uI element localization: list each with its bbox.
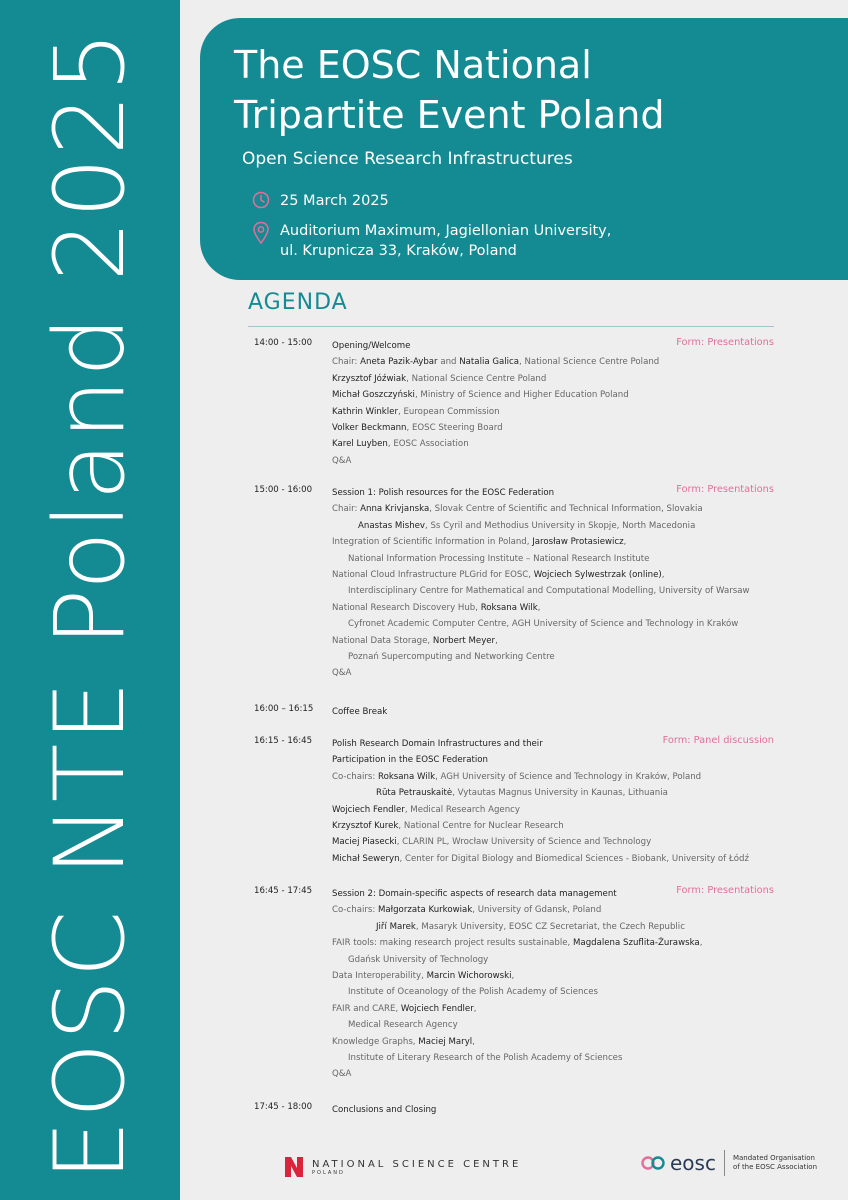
speaker-name: Natalia Galica [459, 357, 520, 368]
speaker-name: Volker Beckmann [332, 422, 407, 433]
speaker-name: Roksana Wilk [377, 771, 436, 782]
agenda-line [332, 633, 762, 649]
speaker-name: Anastas Mishev [358, 520, 426, 531]
agenda-divider [248, 326, 774, 327]
agenda-session-title [332, 886, 762, 902]
clock-icon [252, 191, 270, 209]
session-title-text: Session 1: Polish resources for the EOSC Federation [332, 488, 555, 498]
speaker-name: Krzysztof Kurek [332, 820, 399, 831]
agenda-form-label: Form: Presentations [676, 337, 774, 348]
ncn-logo-icon [284, 1156, 304, 1178]
event-title-line-2: Tripartite Event Poland [234, 93, 665, 137]
agenda-line [332, 567, 762, 583]
agenda-text: , Vytautas Magnus University in Kaunas, Lithuania [452, 788, 668, 799]
agenda-text: Knowledge Graphs, [332, 1036, 419, 1047]
eosc-separator [724, 1150, 725, 1176]
agenda-text: National Information Processing Institute – National Research Institute [348, 553, 650, 564]
agenda-line [332, 453, 762, 469]
agenda-text: Chair: [332, 504, 361, 515]
agenda-body [332, 485, 762, 682]
event-subtitle: Open Science Research Infrastructures [242, 149, 573, 169]
agenda-text: National Data Storage, [332, 635, 433, 646]
session-title-text: Coffee Break [332, 707, 388, 717]
map-pin-icon [252, 221, 270, 245]
agenda-form-label: Form: Presentations [676, 885, 774, 896]
agenda-line [332, 1017, 762, 1033]
agenda-line [332, 404, 762, 420]
agenda-text: , Ministry of Science and Higher Education Poland [414, 390, 629, 401]
agenda-line [332, 902, 762, 918]
speaker-name: Kathrin Winkler [332, 406, 398, 417]
agenda-time: 14:00 - 15:00 [254, 338, 313, 348]
agenda-line [332, 818, 762, 834]
agenda-text: , [623, 537, 627, 548]
venue-row [252, 221, 611, 261]
agenda-text: , [699, 938, 703, 949]
session-title-text: Session 2: Domain-specific aspects of research data management [332, 889, 617, 899]
agenda-text: Gdańsk University of Technology [348, 954, 489, 965]
ncn-country: POLAND [312, 1169, 345, 1176]
event-title [234, 40, 664, 140]
agenda-text: , AGH University of Science and Technology in Kraków, Poland [435, 771, 702, 782]
agenda-line [332, 1066, 762, 1082]
agenda-text: , University of Gdansk, Poland [472, 905, 602, 916]
agenda-session-title [332, 1102, 762, 1118]
agenda-text: Data Interoperability, [332, 970, 427, 981]
agenda-line [332, 952, 762, 968]
speaker-name: Wojciech Sylwestrzak (online) [533, 569, 662, 580]
footer [0, 1140, 848, 1200]
agenda-body [332, 704, 762, 720]
agenda-line [332, 935, 762, 951]
eosc-mandate-line-1: Mandated Organisation [732, 1154, 815, 1162]
agenda-body [332, 886, 762, 1083]
speaker-name: Magdalena Szuflita-Żurawska [573, 938, 700, 949]
speaker-name: Maciej Piasecki [332, 837, 397, 848]
agenda-text: National Research Discovery Hub, [332, 602, 481, 613]
agenda-time: 16:00 – 16:15 [254, 704, 314, 714]
agenda-line [332, 616, 762, 632]
speaker-name: Jarosław Protasiewicz [532, 537, 624, 548]
speaker-name: Krzysztof Jóźwiak [332, 373, 407, 384]
header-panel [200, 18, 848, 280]
agenda-text: , Masaryk University, EOSC CZ Secretariat, the Czech Republic [415, 921, 685, 932]
agenda-line [332, 583, 762, 599]
agenda-text: Q&A [332, 668, 352, 679]
vertical-event-title: EOSC NTE Poland 2025 [34, 29, 146, 1181]
speaker-name: Aneta Pazik-Aybar [360, 357, 438, 368]
agenda-body [332, 338, 762, 469]
speaker-name: Michał Goszczyński [332, 390, 415, 401]
agenda-text: Chair: [332, 357, 361, 368]
speaker-name: Rūta Petrauskaitė [376, 788, 453, 799]
event-date: 25 March 2025 [280, 193, 389, 209]
agenda-line [332, 354, 762, 370]
session-title-text: Polish Research Domain Infrastructures and their [332, 739, 543, 749]
agenda-text: , National Science Centre Poland [406, 373, 547, 384]
agenda-line [332, 600, 762, 616]
agenda-line [332, 1050, 762, 1066]
agenda-text: , CLARIN PL, Wrocław University of Science and Technology [396, 837, 652, 848]
agenda-session-title [332, 338, 762, 354]
agenda-body [332, 1102, 762, 1118]
agenda-text: Medical Research Agency [348, 1020, 458, 1031]
agenda-line [332, 834, 762, 850]
agenda-line [332, 919, 762, 935]
speaker-name: Wojciech Fendler [400, 1003, 474, 1014]
speaker-name: Jiří Marek [376, 921, 416, 932]
agenda-line [332, 851, 762, 867]
eosc-logo-icon [640, 1155, 666, 1171]
venue-line-1: Auditorium Maximum, Jagiellonian University, [280, 223, 612, 239]
agenda-text: , National Science Centre Poland [519, 357, 660, 368]
agenda-text: , [473, 1003, 477, 1014]
speaker-name: Maciej Maryl [418, 1036, 473, 1047]
speaker-name: Małgorzata Kurkowiak [377, 905, 473, 916]
eosc-mandate-line-2: of the EOSC Association [732, 1163, 817, 1171]
agenda-text: Cyfronet Academic Computer Centre, AGH University of Science and Technology in Kraków [348, 619, 739, 630]
agenda-line [332, 518, 762, 534]
speaker-name: Karel Luyben [332, 439, 388, 450]
agenda-text: , [472, 1036, 475, 1047]
agenda-line [332, 387, 762, 403]
agenda-line [332, 665, 762, 681]
agenda-heading: AGENDA [248, 290, 348, 315]
eosc-logo [640, 1150, 817, 1176]
agenda-text: Interdisciplinary Centre for Mathematical and Computational Modelling, University of Warsaw [348, 586, 750, 597]
speaker-name: Anna Krivjanska [360, 504, 430, 515]
agenda-text: , [537, 602, 541, 613]
agenda-line [332, 551, 762, 567]
speaker-name: Wojciech Fendler [332, 804, 405, 815]
agenda-session-title [332, 704, 762, 720]
agenda-text: FAIR tools: making research project results sustainable, [332, 938, 574, 949]
speaker-name: Roksana Wilk [480, 602, 538, 613]
eosc-wordmark: eosc [670, 1151, 716, 1175]
agenda-line [332, 785, 762, 801]
agenda-text: and [437, 357, 460, 368]
agenda-text: , European Commission [398, 406, 500, 417]
agenda-text: , National Centre for Nuclear Research [398, 820, 564, 831]
agenda-line [332, 769, 762, 785]
agenda-text: , Slovak Centre of Scientific and Technical Information, Slovakia [429, 504, 703, 515]
agenda-text: , [511, 970, 515, 981]
agenda-text: Institute of Literary Research of the Polish Academy of Sciences [348, 1052, 623, 1063]
speaker-name: Norbert Meyer [432, 635, 496, 646]
sidebar [0, 0, 180, 1200]
agenda-line [332, 984, 762, 1000]
agenda-form-label: Form: Presentations [676, 484, 774, 495]
agenda-text: Co-chairs: [332, 771, 378, 782]
agenda-line [332, 802, 762, 818]
session-title-text: Conclusions and Closing [332, 1105, 437, 1115]
session-title-text: Participation in the EOSC Federation [332, 755, 488, 766]
agenda-line [332, 1034, 762, 1050]
venue-line-2: ul. Krupnicza 33, Kraków, Poland [280, 243, 517, 259]
ncn-name: NATIONAL SCIENCE CENTRE [312, 1158, 522, 1170]
agenda-line [332, 501, 762, 517]
session-title-text: Opening/Welcome [332, 341, 411, 351]
agenda-line [332, 968, 762, 984]
agenda-text: Institute of Oceanology of the Polish Academy of Sciences [348, 987, 598, 998]
event-title-line-1: The EOSC National [234, 43, 592, 87]
agenda-text: , Center for Digital Biology and Biomedical Sciences - Biobank, University of Łódź [399, 853, 749, 864]
agenda-text: , [495, 635, 498, 646]
agenda-text: Integration of Scientific Information in Poland, [332, 537, 533, 548]
speaker-name: Marcin Wichorowski [426, 970, 512, 981]
agenda-text: FAIR and CARE, [332, 1003, 401, 1014]
agenda-time: 15:00 - 16:00 [254, 485, 313, 495]
agenda-form-label: Form: Panel discussion [662, 735, 774, 746]
agenda-line [332, 649, 762, 665]
agenda-text: Co-chairs: [332, 905, 378, 916]
agenda-text: , [661, 569, 665, 580]
agenda-session-title [332, 736, 762, 752]
speaker-name: Michał Seweryn [332, 853, 400, 864]
agenda-time: 17:45 - 18:00 [254, 1102, 313, 1112]
agenda-text: , Ss Cyril and Methodius University in Skopje, North Macedonia [425, 520, 696, 531]
agenda-time: 16:45 - 17:45 [254, 886, 313, 896]
ncn-logo [284, 1156, 521, 1178]
agenda-time: 16:15 - 16:45 [254, 736, 313, 746]
agenda-text: Poznań Supercomputing and Networking Centre [348, 651, 555, 662]
agenda-line [332, 436, 762, 452]
agenda-line [332, 534, 762, 550]
agenda-line [332, 371, 762, 387]
date-row [252, 191, 389, 211]
agenda-body [332, 736, 762, 867]
agenda-text: , EOSC Steering Board [406, 422, 503, 433]
agenda-text: , EOSC Association [387, 439, 469, 450]
agenda-text: Q&A [332, 455, 352, 466]
agenda-session-title [332, 752, 762, 768]
agenda-session-title [332, 485, 762, 501]
agenda-line [332, 1001, 762, 1017]
agenda-text: National Cloud Infrastructure PLGrid for EOSC, [332, 569, 534, 580]
agenda-text: Q&A [332, 1069, 352, 1080]
agenda-line [332, 420, 762, 436]
agenda-text: , Medical Research Agency [404, 804, 520, 815]
